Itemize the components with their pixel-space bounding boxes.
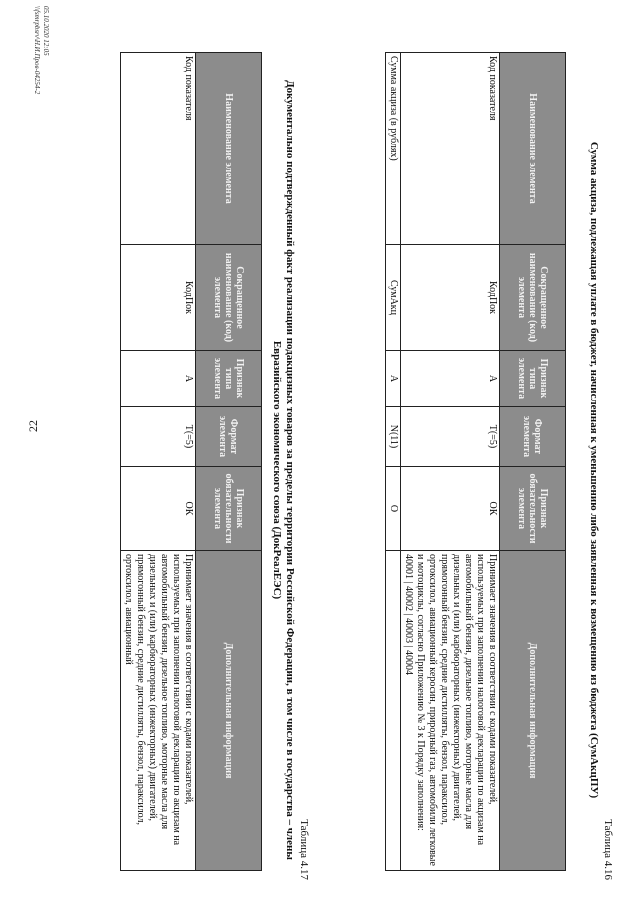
table-2-number: Таблица 4.17: [298, 819, 310, 880]
cell-info-codes: 40001 | 40002 | 40003 | 40004: [403, 554, 414, 676]
header-info: Дополнительная информация: [196, 551, 262, 871]
header-code: Сокращенное наименование (код) элемента: [500, 245, 566, 351]
cell-mandatory: ОК: [121, 467, 196, 551]
cell-type: А: [386, 351, 401, 407]
table-header-row: [196, 53, 262, 871]
table-1-number: Таблица 4.16: [602, 819, 614, 880]
cell-name: Сумма акциза (в рублях): [386, 53, 401, 245]
table-2-title: Документально подтвержденный факт реализации подакцизных товаров за пределы территории Российской Федерации, в том числе в государства – члены Евразийского экономического союза (ДокРеалЕЭС): [271, 80, 296, 860]
cell-mandatory: О: [386, 467, 401, 551]
header-mandatory: Признак обязательности элемента: [196, 467, 262, 551]
header-type: Признак типа элемента: [196, 351, 262, 407]
cell-format: N(11): [386, 407, 401, 467]
table-2: [120, 52, 262, 871]
cell-info-text: Принимает значения в соответствии с кодами показателей, используемых при заполнении налоговой декларации по акцизам на автомобильный бензин, дизельное топливо, моторные масла для дизельных и (или) карбюраторных (инжекторных) двигателей, прямогонный бензин, средние дистилляты, бензол, параксилол, ортоксилол, авиационный керосин, природный газ, автомобили легковые и мотоциклы, согласно Приложению № 3 к Порядку заполнения:: [415, 554, 498, 866]
table-1-title: Сумма акциза, подлежащая уплате в бюджет, начисленная к уменьшению либо заявленная к возмещению из бюджета (СумАкцПУ): [588, 141, 600, 799]
cell-type: А: [401, 351, 500, 407]
cell-info: [386, 551, 401, 871]
page-number: 22: [26, 420, 40, 432]
cell-code: СумАкц: [386, 245, 401, 351]
cell-format: Т(=5): [401, 407, 500, 467]
print-stamp: [32, 6, 50, 94]
cell-code: КодПок: [121, 245, 196, 351]
header-mandatory: Признак обязательности элемента: [500, 467, 566, 551]
header-format: Формат элемента: [196, 407, 262, 467]
stamp-line-1: 05.10.2020 12:05: [42, 6, 50, 56]
header-name: Наименование элемента: [500, 53, 566, 245]
cell-name: Код показателя: [121, 53, 196, 245]
table-row: [386, 53, 401, 871]
table-row: [401, 53, 500, 871]
cell-code: КодПок: [401, 245, 500, 351]
header-code: Сокращенное наименование (код) элемента: [196, 245, 262, 351]
cell-info: Принимает значения в соответствии с кодами показателей, используемых при заполнении налоговой декларации по акцизам на автомобильный бензин, дизельное топливо, моторные масла для дизельных и (или) карбюраторных (инжекторных) двигателей, прямогонный бензин, средние дистилляты, бензол, параксилол, ортоксилол, авиационный: [121, 551, 196, 871]
cell-format: Т(=5): [121, 407, 196, 467]
header-type: Признак типа элемента: [500, 351, 566, 407]
stamp-line-2: \\fsmrpbsrv\Н.И.Пров-04254-2: [33, 6, 41, 95]
cell-mandatory: ОК: [401, 467, 500, 551]
table-row: [121, 53, 196, 871]
cell-name: Код показателя: [401, 53, 500, 245]
header-format: Формат элемента: [500, 407, 566, 467]
cell-type: А: [121, 351, 196, 407]
table-header-row: [500, 53, 566, 871]
table-1: [385, 52, 566, 871]
cell-info: [401, 551, 500, 871]
header-name: Наименование элемента: [196, 53, 262, 245]
header-info: Дополнительная информация: [500, 551, 566, 871]
